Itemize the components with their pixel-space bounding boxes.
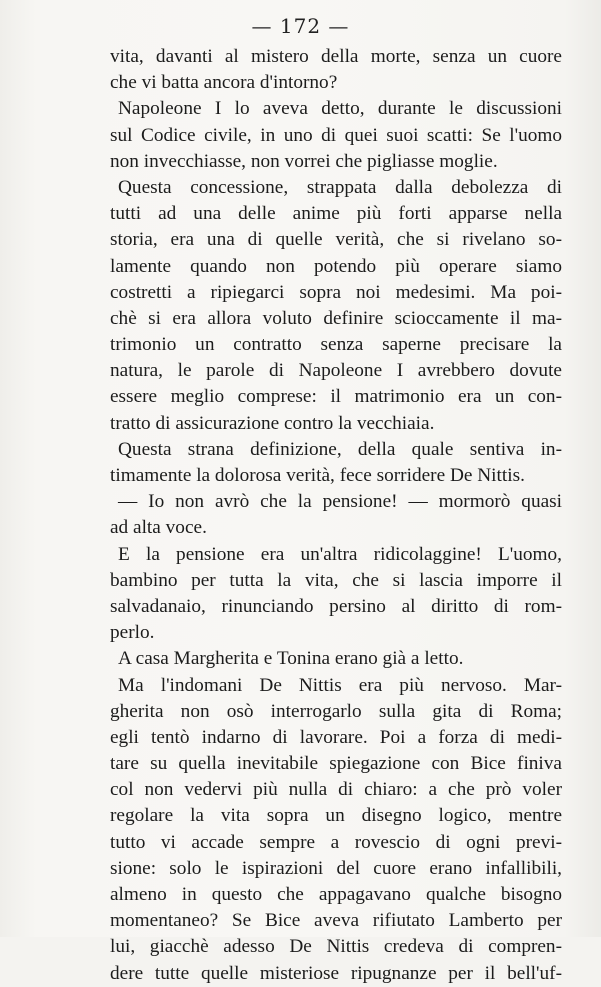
text-line: lamente quando non potendo più operare siamo — [110, 255, 562, 277]
text-line: dere tutte quelle misteriose ripugnanze per il bell'uf- — [110, 962, 562, 984]
text-line: timamente la dolorosa verità, fece sorridere De Nittis. — [110, 465, 525, 486]
text-line: essere meglio comprese: il matrimonio era un con- — [110, 386, 562, 408]
text-line: momentaneo? Se Bice aveva rifiutato Lamberto per — [110, 910, 562, 932]
text-line: tutti ad una delle anime più forti apparse nella — [110, 203, 562, 225]
text-line: Questa strana definizione, della quale sentiva in- — [118, 438, 562, 460]
text-line: sione: solo le ispirazioni del cuore erano infallibili, — [110, 857, 562, 879]
text-line: E la pensione era un'altra ridicolaggine! L'uomo, — [118, 543, 562, 565]
text-line: trimonio un contratto senza saperne precisare la — [110, 334, 562, 356]
text-line: A casa Margherita e Tonina erano già a letto. — [118, 648, 464, 670]
text-line: gherita non osò interrogarlo sulla gita di Roma; — [110, 700, 562, 722]
text-line: almeno in questo che appagavano qualche bisogno — [110, 884, 562, 905]
text-line: Questa concessione, strappata dalla debolezza di — [118, 176, 562, 198]
text-line: storia, era una di quelle verità, che si rivelano so- — [110, 229, 562, 251]
text-line: costretti a ripiegarci sopra noi medesimi. Ma poi- — [110, 281, 562, 303]
text-line: — Io non avrò che la pensione! — mormorò quasi — [118, 491, 562, 513]
text-line: col non vedervi più nulla di chiaro: a che prò voler — [110, 779, 562, 801]
text-line: tare su quella inevitabile spiegazione con Bice finiva — [110, 753, 562, 775]
text-line: Napoleone I lo aveva detto, durante le discussioni — [118, 98, 562, 120]
body-text — [110, 44, 562, 987]
text-line: vita, davanti al mistero della morte, senza un cuore — [110, 46, 562, 67]
text-line: salvadanaio, rinunciando persino al diritto di rom- — [110, 595, 562, 617]
text-line: sul Codice civile, in uno di quei suoi scatti: Se l'uomo — [110, 124, 562, 146]
text-line: ad alta voce. — [110, 517, 207, 539]
text-line: perlo. — [110, 622, 155, 644]
text-line: chè si era allora voluto definire scioccamente il ma- — [110, 307, 562, 329]
text-line: non invecchiasse, non vorrei che pigliasse moglie. — [110, 150, 498, 172]
text-line: egli tentò indarno di lavorare. Poi a forza di medi- — [110, 726, 562, 748]
text-line: Ma l'indomani De Nittis era più nervoso. Mar- — [118, 674, 562, 696]
text-line: bambino per tutta la vita, che si lascia imporre il — [110, 569, 562, 591]
text-line: regolare la vita sopra un disegno logico, mentre — [110, 805, 562, 827]
text-line: tratto di assicurazione contro la vecchiaia. — [110, 412, 435, 434]
text-line: lui, giacchè adesso De Nittis credeva di compren- — [110, 936, 562, 958]
text-line: che vi batta ancora d'intorno? — [110, 72, 338, 94]
text-line: tutto vi accade sempre a rovescio di ogni previ- — [110, 831, 562, 853]
text-line: natura, le parole di Napoleone I avrebbero dovute — [110, 360, 562, 382]
page-number: — 172 — — [251, 14, 350, 38]
